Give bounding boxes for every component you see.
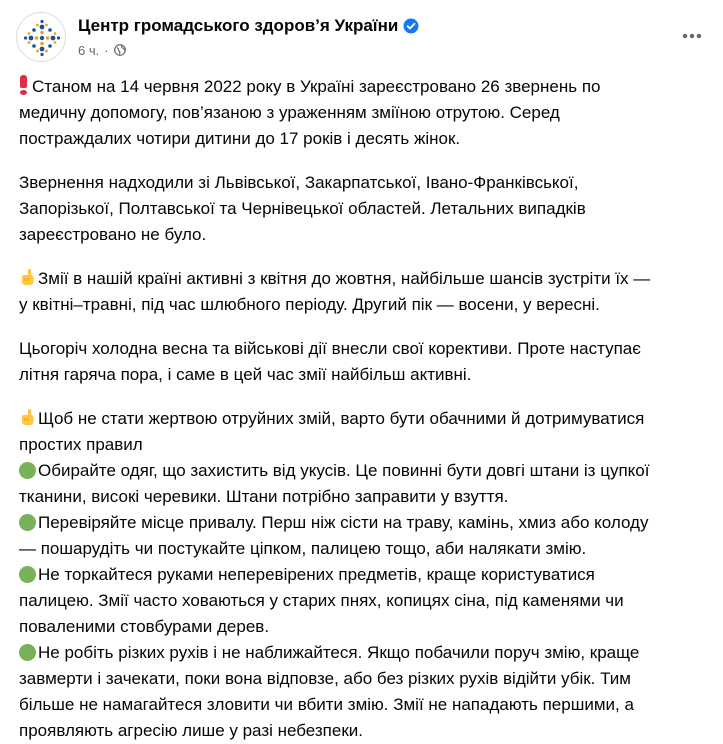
more-dots-icon [682, 33, 702, 39]
paragraph-season: Змії в нашій країні активні з квітня до жовтня, найбільше шансів зустріти їх — у квітні–травні, під час шлюбного періоду. Другий пік — восени, у вересні. [19, 269, 651, 314]
paragraph-rules: Щоб не стати жертвою отруйних змій, варто бути обачними й дотримуватися простих правил Обирайте одяг, що захистить від укусів. Це повинні бути довгі штани із цупкої тканини, високі черевики. Штани потрібно заправити у взуття. Перевіряйте місце привалу. Перш ніж сісти на траву, камінь, хмиз або колоду — пошарудіть чи постукайте ціпком, палицею тощо, аби налякати змію. Не торкайтеся руками неперевірених предметів, краще користуватися палицею. Змії часто ховаються у старих пнях, копицях сіна, під каменями чи поваленими стовбурами дерев. Не робіть різких рухів і не наближайтеся. Якщо побачили поруч змію, краще завмерти і зачекати, поки вона відповзе, або без різких рухів відійти убік. Тим більше не намагайтеся зловити чи вбити змію. Змії не нападають першими, а проявляють агресію лише у разі небезпеки. [19, 406, 719, 744]
green-circle-icon [19, 514, 36, 531]
page-name-row [78, 14, 419, 38]
tip-item: Обирайте одяг, що захистить від укусів. Це повинні бути довгі штани із цупкої [19, 458, 719, 484]
green-circle-icon [19, 566, 36, 583]
meta-separator: · [104, 42, 109, 58]
page-avatar[interactable] [16, 12, 66, 62]
verified-badge-icon [403, 18, 419, 34]
more-options-button[interactable] [676, 20, 708, 52]
red-exclamation-icon [19, 75, 28, 95]
phc-ukraine-logo [17, 13, 66, 62]
paragraph-regions: Звернення надходили зі Львівської, Закарпатської, Івано-Франківської, Запорізької, Полтавської та Чернівецької областей. Летальних випадків зареєстровано не було. [19, 173, 586, 244]
post-header [16, 12, 708, 62]
pointing-hand-icon [19, 408, 35, 426]
paragraph-weather: Цьогоріч холодна весна та військові дії внесли свої корективи. Проте наступає літня гаряча пора, і саме в цей час змії найбільш активні. [19, 339, 641, 384]
page-name-link[interactable]: Центр громадського здоров’я України [78, 16, 399, 35]
tip-item: Не торкайтеся руками неперевірених предметів, краще користуватися [19, 562, 719, 588]
paragraph-intro: Станом на 14 червня 2022 року в Україні зареєстровано 26 звернень по медичну допомогу, пов’язаною з ураженням зміїною отрутою. Серед постраждалих чотири дитини до 17 років і десять жінок. [19, 77, 601, 148]
post-timestamp[interactable]: 6 ч. [78, 42, 100, 58]
green-circle-icon [19, 462, 36, 479]
tip-item: Не робіть різких рухів і не наближайтеся. Якщо побачили поруч змію, краще [19, 640, 719, 666]
pointing-hand-icon [19, 268, 35, 286]
post-text [19, 74, 719, 744]
green-circle-icon [19, 644, 36, 661]
post-meta [78, 41, 126, 59]
tip-item: Перевіряйте місце привалу. Перш ніж сісти на траву, камінь, хмиз або колоду [19, 510, 719, 536]
globe-icon[interactable] [114, 44, 126, 56]
